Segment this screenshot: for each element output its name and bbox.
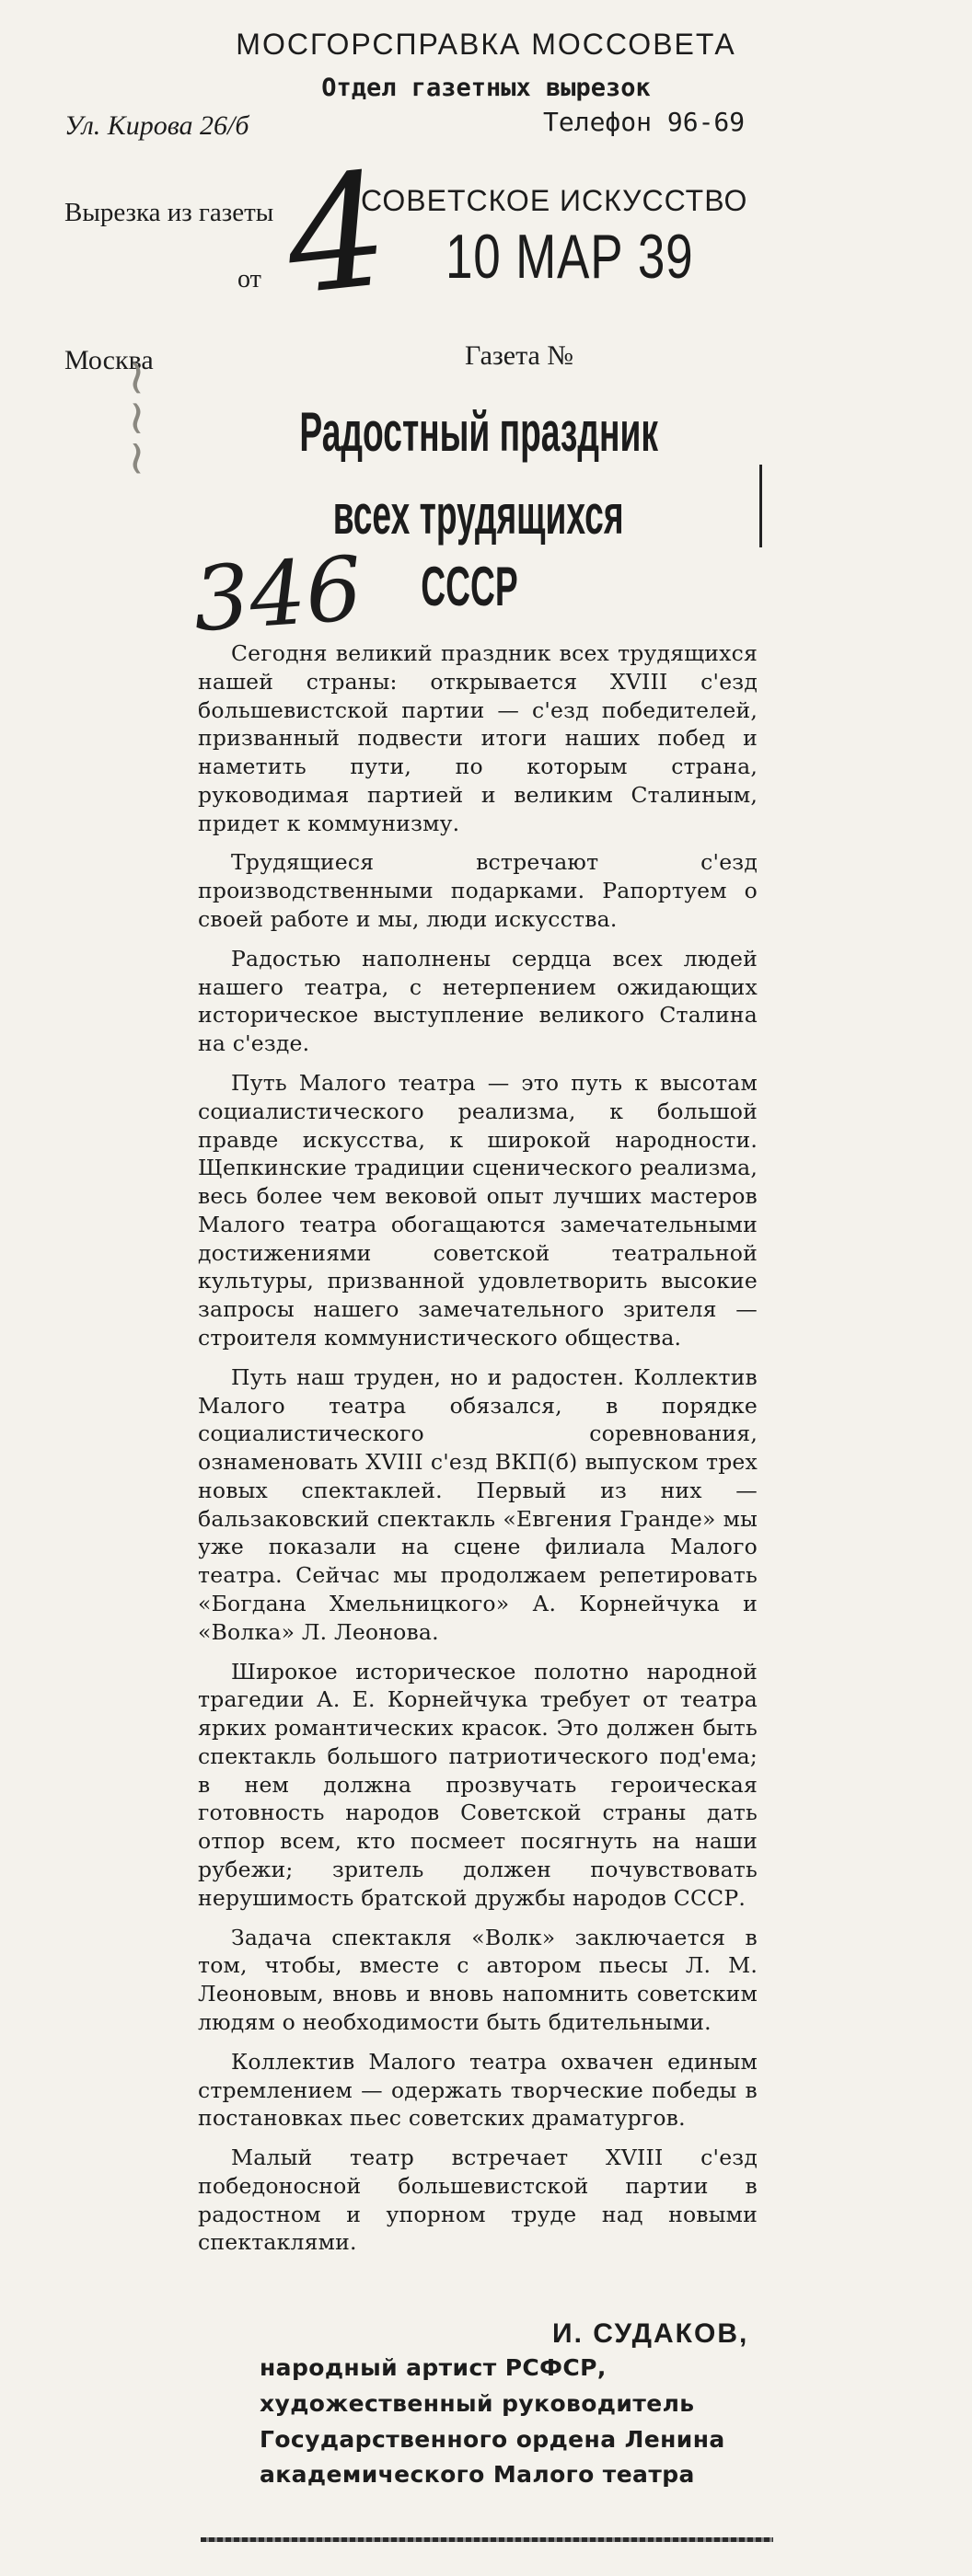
agency-phone: Телефон 96-69 bbox=[543, 107, 746, 137]
article-paragraph: Широкое историческое полотно народной трагедии А. Е. Корнейчука требует от театра ярких романтических красок. Это должен быть спектакль большого патриотического под'ема; в нем должна прозвучать героическая готовность народов Советской страны дать отпор всем, кто посмеет посягнуть на наши рубежи; зритель должен почувствовать нерушимость братской дружбы народов СССР. bbox=[198, 1658, 758, 1911]
headline-line-1: Радостный праздник bbox=[299, 401, 658, 463]
date-stamp: 10 МАР 39 bbox=[446, 222, 694, 292]
city-label: Москва bbox=[64, 345, 154, 375]
date-label: от bbox=[237, 265, 261, 293]
article-paragraph: Сегодня великий праздник всех трудящихся нашей страны: открывается XVIII с'езд большевистской партии — с'езд победителей, призванный подвести итоги наших побед и наметить пути, по которым страна, руководимая партией и великим Сталиным, придет к коммунизму. bbox=[198, 640, 758, 836]
margin-scribble: ~~~ bbox=[109, 358, 164, 478]
handwritten-day: 4 bbox=[277, 138, 397, 331]
article-paragraph: Путь наш труден, но и радостен. Коллектив Малого театра обязался, в порядке социалистического соревнования, ознаменовать XVIII с'езд ВКП(б) выпуском трех новых спектаклей. Первый из них — бальзаковский спектакль «Евгения Гранде» мы уже показали на сцене филиала Малого театра. Сейчас мы продолжаем репетировать «Богдана Хмельницкого» А. Корнейчука и «Волка» Л. Леонова. bbox=[198, 1363, 758, 1645]
clipping-label: Вырезка из газеты bbox=[64, 198, 274, 227]
article-paragraph: Задача спектакля «Волк» заключается в том, чтобы, вместе с автором пьесы Л. М. Леоновым, вновь и вновь напомнить советским людям о необходимости быть бдительными. bbox=[198, 1924, 758, 2035]
author-name: И. СУДАКОВ, bbox=[552, 2318, 749, 2349]
handwritten-number: 346 bbox=[190, 536, 365, 652]
bottom-rule bbox=[201, 2537, 773, 2542]
article-paragraph: Радостью наполнены сердца всех людей нашего театра, с нетерпением ожидающих историческое выступление великого Сталина на с'езде. bbox=[198, 945, 758, 1057]
article-paragraph: Трудящиеся встречают с'езд производственными подарками. Рапортуем о своей работе и мы, люди искусства. bbox=[198, 849, 758, 933]
headline-line-3: СССР bbox=[421, 556, 518, 617]
article-paragraph: Коллектив Малого театра охвачен единым стремлением — одержать творческие победы в постановках пьес советских драматургов. bbox=[198, 2048, 758, 2132]
article-body bbox=[198, 639, 758, 2268]
issue-number-label: Газета № bbox=[465, 340, 573, 371]
article-paragraph: Малый театр встречает XVIII с'езд победоносной большевистской партии в радостном и упорном труде над новыми спектаклями. bbox=[198, 2145, 758, 2256]
agency-address: Ул. Кирова 26/б bbox=[64, 110, 249, 141]
author-title: народный артист РСФСР, художественный руководитель Государственного ордена Ленина академического Малого театра bbox=[260, 2354, 725, 2489]
headline-line-2: всех трудящихся bbox=[333, 484, 624, 546]
article-paragraph: Путь Малого театра — это путь к высотам социалистического реализма, к большой правде искусства, к широкой народности. Щепкинские традиции сценического реализма, весь более чем вековой опыт лучших мастеров Малого театра обогащаются замечательными достижениями советской театральной культуры, призванной удовлетворить высокие запросы нашего замечательного зрителя — строителя коммунистического общества. bbox=[198, 1069, 758, 1351]
agency-name: МОСГОРСПРАВКА МОССОВЕТА bbox=[236, 28, 736, 61]
newspaper-name: СОВЕТСКОЕ ИСКУССТВО bbox=[361, 184, 748, 217]
department-name: Отдел газетных вырезок bbox=[321, 74, 651, 102]
